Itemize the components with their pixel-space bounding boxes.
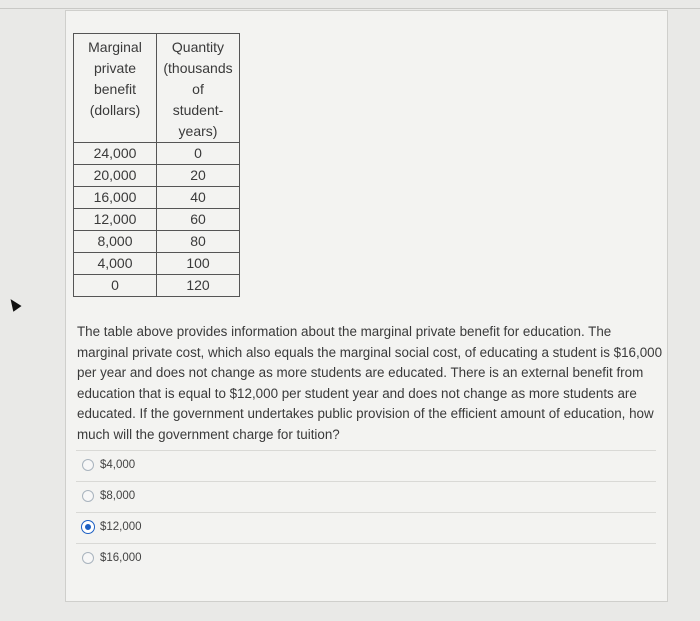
table-row — [74, 275, 240, 297]
table-row — [74, 165, 240, 187]
option-label[interactable]: $12,000 — [100, 521, 142, 533]
benefit-cell: 16,000 — [74, 187, 157, 209]
answer-option-8000[interactable] — [76, 481, 656, 512]
header-marginal-benefit: Marginal private benefit (dollars) — [74, 34, 157, 143]
quantity-cell: 100 — [157, 253, 240, 275]
option-label[interactable]: $8,000 — [100, 490, 136, 502]
benefit-cell: 24,000 — [74, 143, 157, 165]
benefit-cell: 8,000 — [74, 231, 157, 253]
table-header-row — [74, 34, 240, 143]
top-divider — [0, 8, 700, 9]
answer-options — [76, 450, 656, 574]
radio-button[interactable] — [82, 552, 94, 564]
radio-button[interactable] — [82, 459, 94, 471]
quantity-cell: 60 — [157, 209, 240, 231]
table-row — [74, 209, 240, 231]
benefit-cell: 0 — [74, 275, 157, 297]
quantity-cell: 0 — [157, 143, 240, 165]
benefit-cell: 12,000 — [74, 209, 157, 231]
mouse-cursor-icon — [6, 296, 21, 312]
quantity-cell: 20 — [157, 165, 240, 187]
quantity-cell: 40 — [157, 187, 240, 209]
benefit-cell: 20,000 — [74, 165, 157, 187]
answer-option-4000[interactable] — [76, 450, 656, 481]
table-row — [74, 143, 240, 165]
radio-button-selected[interactable] — [82, 521, 94, 533]
table-row — [74, 231, 240, 253]
header-quantity: Quantity (thousands of student- years) — [157, 34, 240, 143]
option-label[interactable]: $16,000 — [100, 552, 142, 564]
benefit-cell: 4,000 — [74, 253, 157, 275]
benefit-table — [73, 33, 240, 297]
quantity-cell: 120 — [157, 275, 240, 297]
answer-option-12000[interactable] — [76, 512, 656, 543]
table-row — [74, 253, 240, 275]
answer-option-16000[interactable] — [76, 543, 656, 574]
question-text: The table above provides information about the marginal private benefit for education. The marginal private cost, which also equals the marginal social cost, of educating a student is $16,000 per year and does not change as more students are educated. There is an external benefit from education that is equal to $12,000 per student year and does not change as more students are educated. If the government undertakes public provision of the efficient amount of education, how much will the government charge for tuition? — [77, 324, 663, 442]
option-label[interactable]: $4,000 — [100, 459, 136, 471]
table-row — [74, 187, 240, 209]
quantity-cell: 80 — [157, 231, 240, 253]
radio-button[interactable] — [82, 490, 94, 502]
